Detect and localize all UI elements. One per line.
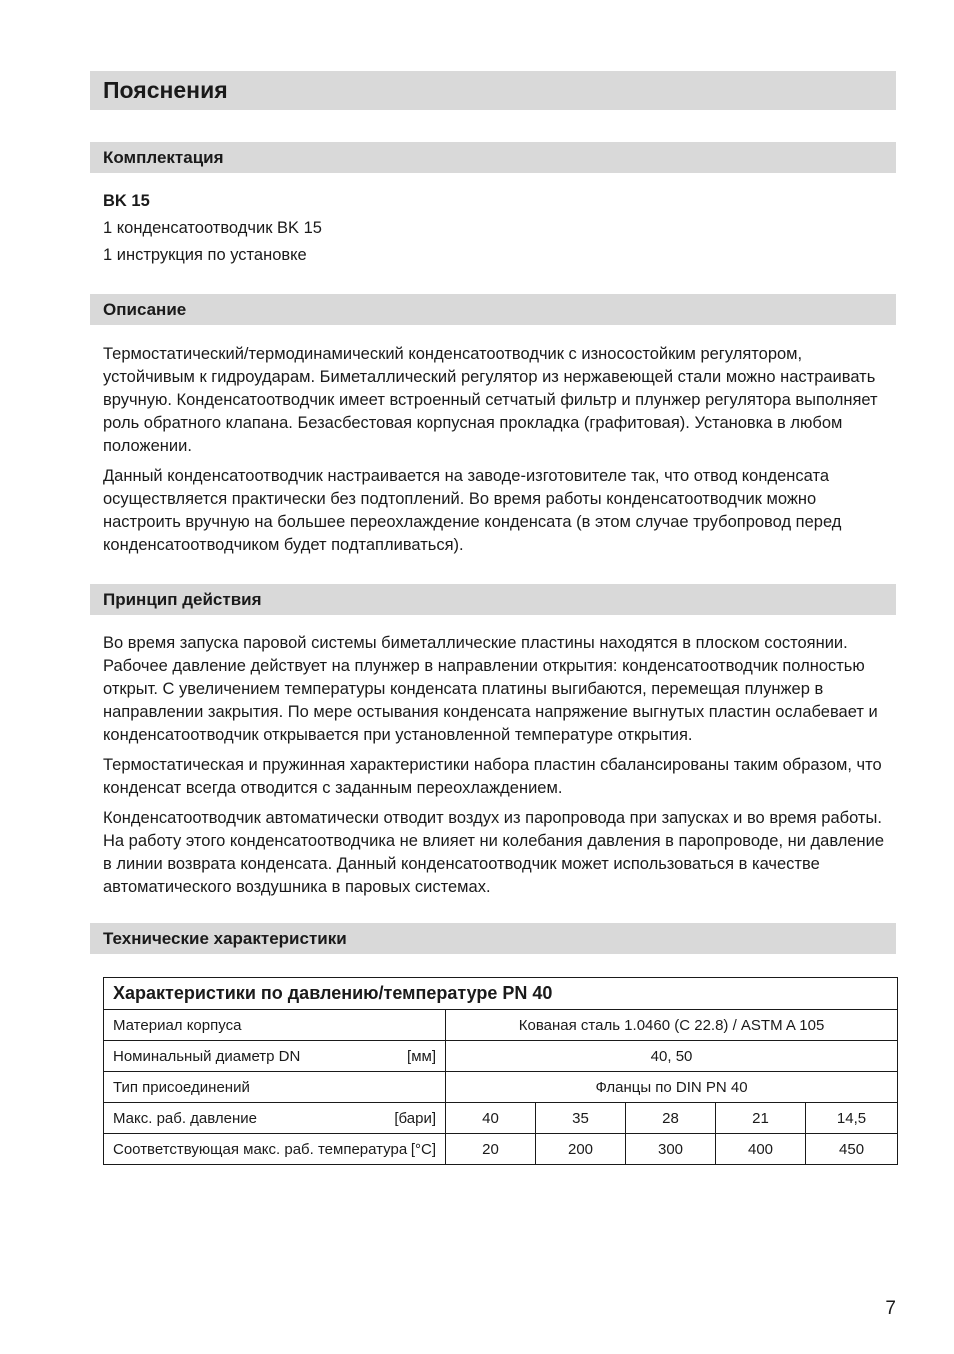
table-row (104, 1041, 898, 1072)
principle-paragraph: Термостатическая и пружинная характеристики набора пластин сбалансированы таким образом, что конденсат всегда отводится с заданным переохлаждением. (103, 756, 882, 797)
temperature-value: 450 (806, 1134, 898, 1165)
row-value: Фланцы по DIN PN 40 (446, 1072, 898, 1103)
description-content (103, 343, 893, 564)
temperature-value: 400 (716, 1134, 806, 1165)
row-unit: [°C] (410, 1140, 436, 1158)
row-value: 40, 50 (446, 1041, 898, 1072)
temperature-value: 200 (536, 1134, 626, 1165)
kit-item: 1 инструкция по установке (103, 246, 307, 264)
table-row (104, 1010, 898, 1041)
principle-content (103, 632, 893, 906)
principle-paragraph: Конденсатоотводчик автоматически отводит воздух из паропровода при запусках и во время работы. На работу этого конденсатоотводчика не влияет ни колебания давления в паропроводе, ни давление в линии возврата конденсата. Данный конденсатоотводчик может использоваться в качестве автоматического воздушника в паровых системах. (103, 809, 885, 896)
row-label-cell (104, 1134, 446, 1165)
row-label: Соответствующая макс. раб. температура (113, 1140, 408, 1158)
page-title: Пояснения (90, 71, 896, 110)
row-label-cell (104, 1041, 446, 1072)
section-header-tech: Технические характеристики (90, 923, 896, 954)
pressure-value: 14,5 (806, 1103, 898, 1134)
pressure-value: 28 (626, 1103, 716, 1134)
kit-model: BK 15 (103, 192, 150, 210)
section-header-kit: Комплектация (90, 142, 896, 173)
row-unit: [бари] (394, 1109, 436, 1127)
kit-item: 1 конденсатоотводчик BK 15 (103, 219, 322, 237)
page-number: 7 (885, 1298, 896, 1319)
table-row (104, 1103, 898, 1134)
principle-paragraph: Во время запуска паровой системы биметаллические пластины находятся в плоском состоянии. Рабочее давление действует на плунжер в направлении открытия: конденсатоотводчик полностью открыт. С увеличением температуры конденсата платины выгибаются, перемещая плунжер в направлении закрытия. По мере остывания конденсата напряжение выгнутых пластин ослабевает и конденсатоотводчик открывается при установленной температуре открытия. (103, 634, 878, 744)
section-header-principle: Принцип действия (90, 584, 896, 615)
spec-table (103, 977, 898, 1165)
row-label: Номинальный диаметр DN (113, 1047, 301, 1065)
table-row (104, 1072, 898, 1103)
description-paragraph: Данный конденсатоотводчик настраивается на заводе-изготовителе так, что отвод конденсата осуществляется практически без подтоплений. Во время работы конденсатоотводчик можно настроить вручную на большее переохлаждение конденсата (в этом случае трубопровод перед конденсатоотводчиком будет подтапливаться). (103, 467, 842, 554)
section-header-description: Описание (90, 294, 896, 325)
row-label: Материал корпуса (104, 1010, 446, 1041)
row-value: Кованая сталь 1.0460 (C 22.8) / ASTM A 105 (446, 1010, 898, 1041)
description-paragraph: Термостатический/термодинамический конденсатоотводчик с износостойким регулятором, устойчивым к гидроударам. Биметаллический регулятор из нержавеющей стали можно настраивать вручную. Конденсатоотводчик имеет встроенный сетчатый фильтр и плунжер регулятора выполняет роль обратного клапана. Безасбестовая корпусная прокладка (графитовая). Установка в любом положении. (103, 345, 878, 455)
row-unit: [мм] (407, 1047, 436, 1065)
row-label-cell (104, 1103, 446, 1134)
kit-content (103, 190, 893, 267)
pressure-value: 40 (446, 1103, 536, 1134)
table-caption: Характеристики по давлению/температуре PN 40 (104, 978, 898, 1010)
temperature-value: 20 (446, 1134, 536, 1165)
table-row (104, 1134, 898, 1165)
temperature-value: 300 (626, 1134, 716, 1165)
row-label: Макс. раб. давление (113, 1109, 258, 1127)
pressure-value: 21 (716, 1103, 806, 1134)
pressure-value: 35 (536, 1103, 626, 1134)
row-label: Тип присоединений (104, 1072, 446, 1103)
